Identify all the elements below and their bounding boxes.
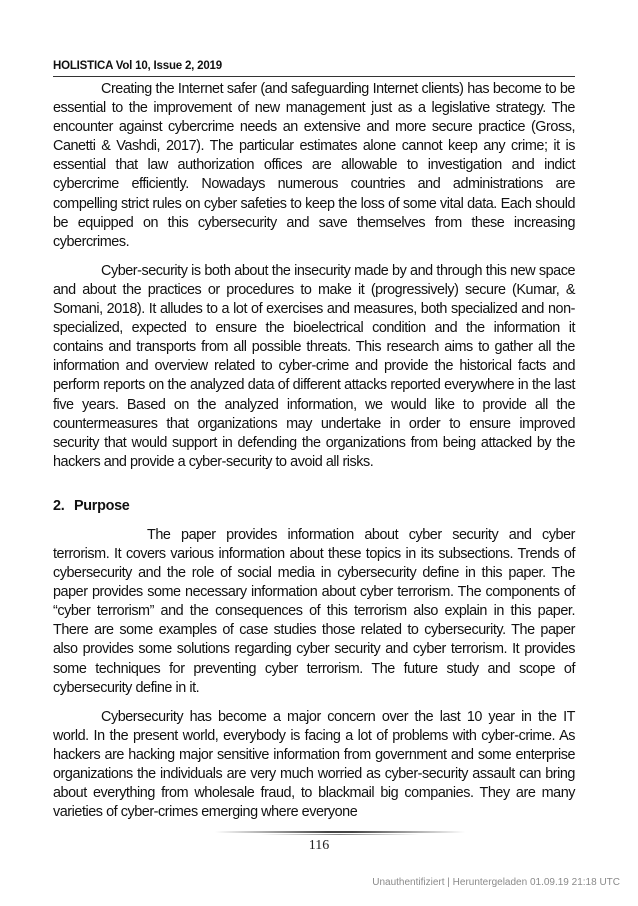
download-watermark: Unauthentifiziert | Heruntergeladen 01.09.19 21:18 UTC [372,877,620,888]
article-body [53,80,575,822]
running-header [53,56,575,77]
page-number: 116 [308,838,330,853]
paragraph-intro-1: Creating the Internet safer (and safeguarding Internet clients) has become to be essential to the improvement of new management just as a legislative strategy. The encounter against cybercrime needs an extensive and more secure practice (Gross, Canetti & Vashdi, 2017). The particular estimates alone cannot keep any crime; it is essential that law authorization offices are allowable to investigation and indict cybercrime efficiently. Nowadays numerous countries and administrations are compelling strict rules on cyber safeties to keep the loss of some vital data. Each should be equipped on this cybersecurity and save themselves from these increasing cybercrimes. [53,81,575,250]
section-title: Purpose [74,497,130,514]
section-heading-purpose [53,498,575,514]
journal-title: HOLISTICA Vol 10, Issue 2, 2019 [53,60,222,72]
footer-divider [215,831,465,833]
paragraph-purpose-1: The paper provides information about cyber security and cyber terrorism. It covers various information about these topics in its subsections. Trends of cybersecurity and the role of social media in cybersecurity define in this paper. The paper provides some necessary information about cyber terrorism. The components of “cyber terrorism” and the consequences of this terrorism also explain in this paper. There are some examples of case studies those related to cybersecurity. The paper also provides some solutions regarding cyber security and cyber terrorism. It provides some techniques for preventing cyber terrorism. The future study and scope of cybersecurity define in it. [53,526,575,696]
footer-divider-secondary [260,834,420,835]
section-number: 2. [53,497,65,514]
paragraph-purpose-2: Cybersecurity has become a major concern over the last 10 year in the IT world. In the present world, everybody is facing a lot of problems with cyber-crime. As hackers are hacking major sensitive information from government and some enterprise organizations the individuals are very much worried as cyber-security assault can bring about everything from wholesale fraud, to blackmail big companies. They are many varieties of cyber-crimes emerging where everyone [53,708,575,821]
paragraph-intro-2: Cyber-security is both about the insecurity made by and through this new space and about the practices or procedures to make it (progressively) secure (Kumar, & Somani, 2018). It alludes to a lot of exercises and measures, both specialized and non-specialized, expected to ensure the bioelectrical condition and the information it contains and transports from all possible threats. This research aims to gather all the information and overview related to cyber-crime and provide the historical facts and perform reports on the analyzed data of different attacks reported everywhere in the last five years. Based on the analyzed information, we would like to provide all the countermeasures that organizations may undertake in order to ensure improved security that would support in defending the organizations from being attacked by the hackers and provide a cyber-security to avoid all risks. [53,262,575,470]
